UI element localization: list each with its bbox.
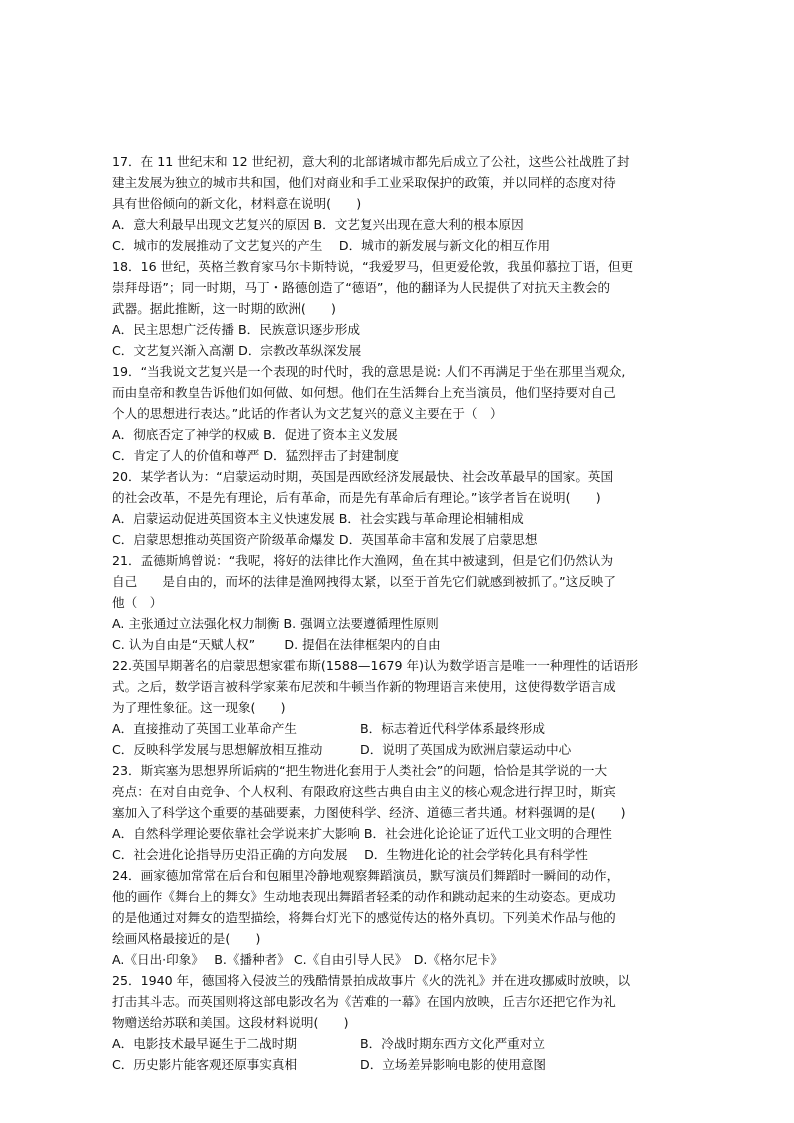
question-text-line: 他的画作《舞台上的舞女》生动地表现出舞蹈者轻柔的动作和跳动起来的生动姿态。更成功 — [112, 889, 616, 904]
question-text-line: 的是他通过对舞女的造型描绘，将舞台灯光下的感觉传达的格外真切。下列美术作品与他的 — [112, 910, 616, 925]
answer-option: C．反映科学发展与思想解放相互推动 — [112, 742, 323, 757]
answer-option: C．城市的发展推动了文艺复兴的产生 D．城市的新发展与新文化的相互作用 — [112, 238, 551, 253]
question-text-line: 25．1940 年，德国将入侵波兰的残酷情景拍成故事片《火的洗礼》并在进攻挪威时放映，以 — [112, 973, 631, 988]
question-text-line: 为了理性象征。这一现象( ) — [112, 700, 286, 715]
question-text-line: 他（ ） — [112, 595, 163, 610]
option-row — [112, 235, 686, 256]
question-text-line: 具有世俗倾向的新文化，材料意在说明( ) — [112, 196, 362, 211]
question-text-line: 24．画家德加常常在后台和包厢里冷静地观察舞蹈演员，默写演员们舞蹈时一瞬间的动作， — [112, 868, 620, 883]
option-row — [112, 445, 686, 466]
option-row — [112, 634, 686, 655]
question-text-line: 23．斯宾塞为思想界所诟病的“把生物进化套用于人类社会”的问题，恰恰是其学说的一大 — [112, 763, 608, 778]
option-row — [112, 718, 686, 739]
question-24 — [112, 865, 686, 970]
answer-option: D．立场差异影响电影的使用意图 — [360, 1057, 547, 1072]
question-text-line: 绘画风格最接近的是( ) — [112, 931, 261, 946]
question-text-line: 自己 是自由的，而坏的法律是渔网拽得太紧，以至于首先它们就感到被抓了。”这反映了 — [112, 574, 616, 589]
option-row — [112, 823, 686, 844]
answer-option: A.《日出·印象》 B.《播种者》 C.《自由引导人民》 D.《格尔尼卡》 — [112, 952, 503, 967]
question-text-line: 塞加入了科学这个重要的基础要素，力图使科学、经济、道德三者共通。材料强调的是( ) — [112, 805, 626, 820]
answer-option: C．社会进化论指导历史沿正确的方向发展 D．生物进化论的社会学转化具有科学性 — [112, 847, 588, 862]
question-text-line: 19．“当我说文艺复兴是一个表现的时代时，我的意思是说: 人们不再满足于坐在那里当观众, — [112, 364, 626, 379]
option-row — [112, 949, 686, 970]
exam-page — [112, 151, 686, 1075]
answer-option: A．电影技术最早诞生于二战时期 — [112, 1036, 297, 1051]
question-text-line: 物赠送给苏联和美国。这段材料说明( ) — [112, 1015, 349, 1030]
question-17 — [112, 151, 686, 256]
question-text-line: 的社会改革，不是先有理论，后有革命，而是先有革命后有理论。”该学者旨在说明( ) — [112, 490, 601, 505]
option-row — [112, 1033, 686, 1054]
answer-option: A．启蒙运动促进英国资本主义快速发展 B．社会实践与革命理论相辅相成 — [112, 511, 524, 526]
question-25 — [112, 970, 686, 1075]
question-text-line: 18．16 世纪，英格兰教育家马尔卡斯特说，“我爱罗马，但更爱伦敦，我虽仰慕拉丁语，但更 — [112, 259, 634, 274]
answer-option: C．肯定了人的价值和尊严 D．猛烈抨击了封建制度 — [112, 448, 399, 463]
answer-option: B．标志着近代科学体系最终形成 — [360, 721, 545, 736]
option-row — [112, 424, 686, 445]
option-row — [112, 739, 686, 760]
question-23 — [112, 760, 686, 865]
question-21 — [112, 550, 686, 655]
question-text-line: 而由皇帝和教皇告诉他们如何做、如何想。他们在生活舞台上充当演员，他们坚持要对自己 — [112, 385, 616, 400]
question-text-line: 22.英国早期著名的启蒙思想家霍布斯(1588—1679 年)认为数学语言是唯一一种理性的话语形 — [112, 658, 639, 673]
option-row — [112, 844, 686, 865]
answer-option: D．说明了英国成为欧洲启蒙运动中心 — [360, 742, 572, 757]
answer-option: C．历史影片能客观还原事实真相 — [112, 1057, 298, 1072]
option-row — [112, 340, 686, 361]
answer-option: C. 认为自由是“天赋人权” D. 提倡在法律框架内的自由 — [112, 637, 441, 652]
option-row — [112, 529, 686, 550]
option-row — [112, 508, 686, 529]
question-text-line: 崇拜母语”；同一时期，马丁・路德创造了“德语”，他的翻译为人民提供了对抗天主教会的 — [112, 280, 611, 295]
question-text-line: 打击其斗志。而英国则将这部电影改名为《苦难的一幕》在国内放映，丘吉尔还把它作为礼 — [112, 994, 616, 1009]
answer-option: A．直接推动了英国工业革命产生 — [112, 721, 297, 736]
question-text-line: 式。之后，数学语言被科学家莱布尼茨和牛顿当作新的物理语言来使用，这使得数学语言成 — [112, 679, 616, 694]
question-text-line: 17．在 11 世纪末和 12 世纪初，意大利的北部诸城市都先后成立了公社，这些公社战胜了封 — [112, 154, 630, 169]
answer-option: A. 主张通过立法强化权力制衡 B. 强调立法要遵循理性原则 — [112, 616, 439, 631]
answer-option: A．自然科学理论要依靠社会学说来扩大影响 B．社会进化论论证了近代工业文明的合理性 — [112, 826, 612, 841]
option-row — [112, 214, 686, 235]
question-text-line: 亮点：在对自由竞争、个人权利、有限政府这些古典自由主义的核心观念进行捍卫时，斯宾 — [112, 784, 616, 799]
option-row — [112, 613, 686, 634]
answer-option: A．民主思想广泛传播 B．民族意识逐步形成 — [112, 322, 360, 337]
question-text-line: 21．孟德斯鸠曾说：“我呢，将好的法律比作大渔网，鱼在其中被逮到，但是它们仍然认为 — [112, 553, 614, 568]
question-20 — [112, 466, 686, 550]
answer-option: C．启蒙思想推动英国资产阶级革命爆发 D．英国革命丰富和发展了启蒙思想 — [112, 532, 538, 547]
question-text-line: 个人的思想进行表达。”此话的作者认为文艺复兴的意义主要在于（ ） — [112, 406, 503, 421]
option-row — [112, 319, 686, 340]
question-text-line: 武器。据此推断，这一时期的欧洲( ) — [112, 301, 336, 316]
question-22 — [112, 655, 686, 760]
question-text-line: 建主发展为独立的城市共和国，他们对商业和手工业采取保护的政策，并以同样的态度对待 — [112, 175, 616, 190]
answer-option: B．冷战时期东西方文化严重对立 — [360, 1036, 545, 1051]
question-19 — [112, 361, 686, 466]
option-row — [112, 1054, 686, 1075]
question-text-line: 20．某学者认为：“启蒙运动时期，英国是西欧经济发展最快、社会改革最早的国家。英国 — [112, 469, 614, 484]
answer-option: C．文艺复兴渐入高潮 D．宗教改革纵深发展 — [112, 343, 362, 358]
answer-option: A．彻底否定了神学的权威 B．促进了资本主义发展 — [112, 427, 398, 442]
question-18 — [112, 256, 686, 361]
answer-option: A．意大利最早出现文艺复兴的原因 B．文艺复兴出现在意大利的根本原因 — [112, 217, 524, 232]
